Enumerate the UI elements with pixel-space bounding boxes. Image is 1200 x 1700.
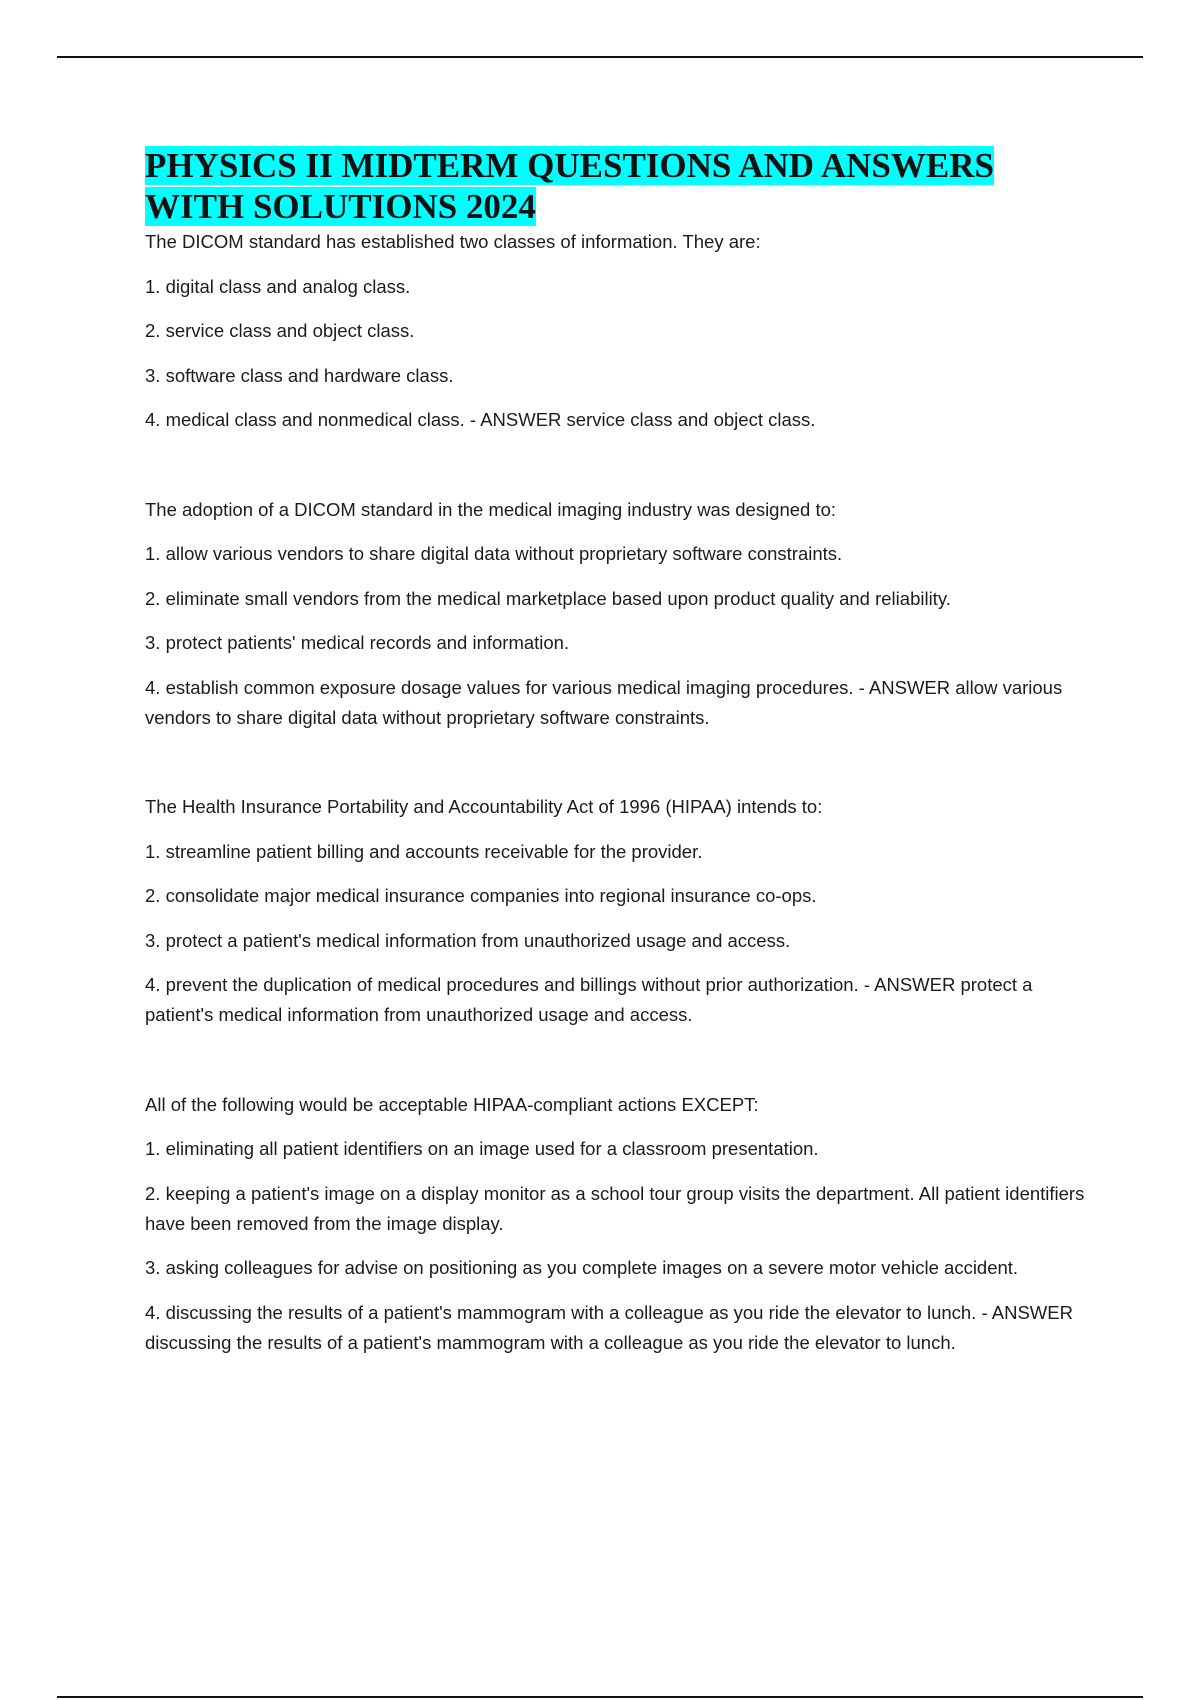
answer-option: 1. digital class and analog class. (145, 275, 411, 297)
answer-option: 4. medical class and nonmedical class. - ANSWER service class and object class. (145, 409, 816, 430)
answer-option: 4. prevent the duplication of medical procedures and billings without prior authorization. - ANSWER protect a patient's medical information from unauthorized usage and access. (145, 974, 1033, 1025)
answer-option: 2. eliminate small vendors from the medical marketplace based upon product quality and reliability. (145, 587, 951, 609)
question-prompt: The DICOM standard has established two classes of information. They are: (145, 231, 761, 252)
question-prompt: The adoption of a DICOM standard in the medical imaging industry was designed to: (145, 498, 837, 520)
question-block-4 (145, 1090, 1085, 1358)
question-block-2 (145, 495, 1085, 733)
answer-option: 2. consolidate major medical insurance companies into regional insurance co-ops. (145, 885, 817, 906)
answer-option: 4. discussing the results of a patient's mammogram with a colleague as you ride the elevator to lunch. - ANSWER discussing the results of a patient's mammogram with a colleague as you ride the elevator to lunch. (145, 1301, 1073, 1353)
answer-option: 3. asking colleagues for advise on positioning as you complete images on a severe motor vehicle accident. (145, 1257, 1019, 1278)
question-prompt: The Health Insurance Portability and Accountability Act of 1996 (HIPAA) intends to: (145, 796, 823, 817)
answer-option: 3. protect a patient's medical information from unauthorized usage and access. (145, 929, 791, 951)
question-block-3 (145, 792, 1085, 1030)
answer-option: 1. allow various vendors to share digital data without proprietary software constraints. (145, 543, 843, 564)
spacer (145, 747, 1085, 792)
answer-option: 1. streamline patient billing and accounts receivable for the provider. (145, 840, 703, 862)
title-highlight: PHYSICS II MIDTERM QUESTIONS AND ANSWERS WITH SOLUTIONS 2024 (145, 146, 994, 226)
spacer (145, 1045, 1085, 1090)
answer-option: 2. keeping a patient's image on a display monitor as a school tour group visits the department. All patient identifiers have been removed from the image display. (145, 1182, 1085, 1234)
answer-option: 3. software class and hardware class. (145, 364, 454, 386)
header-rule (57, 56, 1143, 58)
answer-option: 1. eliminating all patient identifiers on an image used for a classroom presentation. (145, 1138, 819, 1159)
answer-option: 3. protect patients' medical records and information. (145, 632, 570, 653)
spacer (145, 450, 1085, 495)
answer-option: 4. establish common exposure dosage values for various medical imaging procedures. - ANSWER allow various vendors to share digital data without proprietary software constraints. (145, 676, 1063, 728)
answer-option: 2. service class and object class. (145, 320, 415, 341)
question-prompt: All of the following would be acceptable HIPAA-compliant actions EXCEPT: (145, 1093, 759, 1115)
footer-rule (57, 1696, 1143, 1698)
document-title (145, 145, 1085, 227)
question-block-1 (145, 227, 1085, 435)
document-page (145, 145, 1085, 1372)
